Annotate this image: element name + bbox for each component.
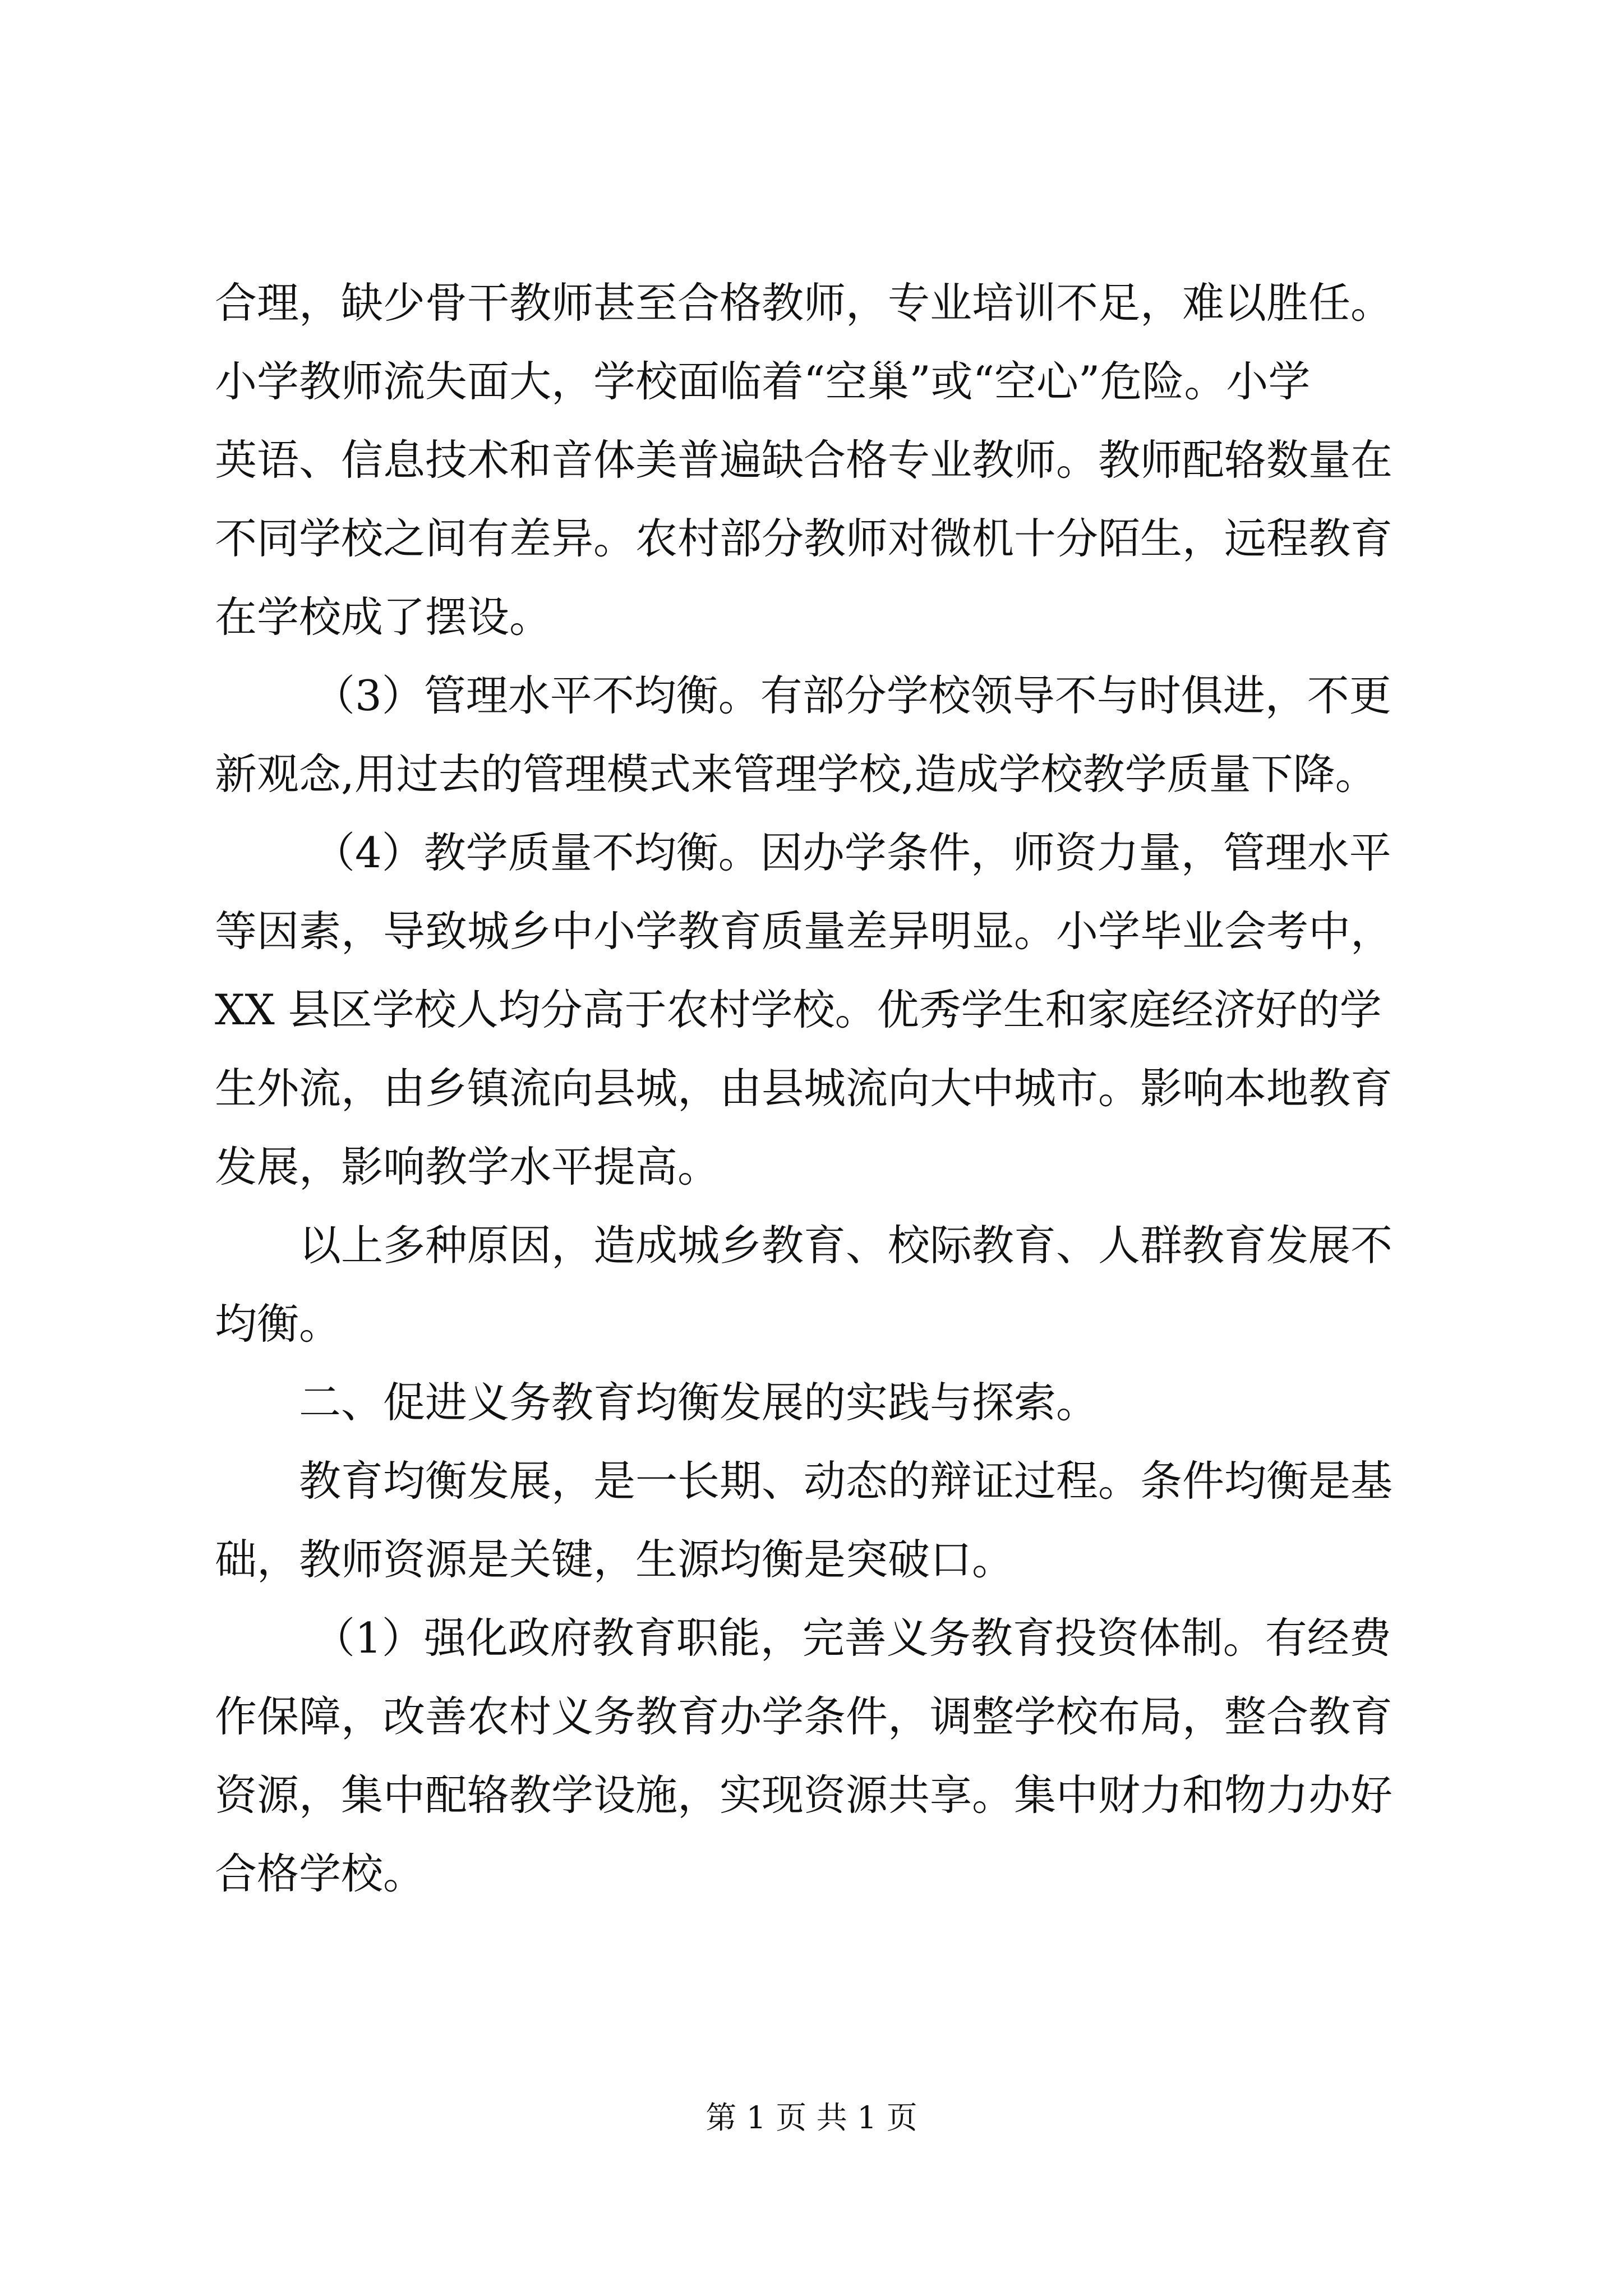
text-line: 资源，集中配辂教学设施，实现资源共享。集中财力和物力办好: [215, 1770, 1393, 1820]
text-line: 发展，影响教学水平提高。: [215, 1142, 720, 1191]
document-body: [215, 264, 1415, 1913]
text-line: 不同学校之间有差异。农村部分教师对微机十分陌生，远程教育: [215, 514, 1393, 563]
text-line: 生外流，由乡镇流向县城，由县城流向大中城市。影响本地教育: [215, 1064, 1393, 1113]
text-line: 小学教师流失面大，学校面临着“空巢”或“空心”危险。小学: [215, 357, 1311, 406]
text-line: 合格学校。: [215, 1849, 426, 1898]
text-line: 等因素，导致城乡中小学教育质量差异明显。小学毕业会考中，: [215, 907, 1393, 956]
section-heading: 二、促进义务教育均衡发展的实践与探索。: [299, 1378, 1099, 1427]
text-line: 均衡。: [215, 1299, 342, 1349]
page-number-footer: 第 1 页 共 1 页: [706, 2100, 917, 2136]
text-line: XX 县区学校人均分高于农村学校。优秀学生和家庭经济好的学: [215, 985, 1382, 1034]
text-line: 础，教师资源是关键，生源均衡是突破口。: [215, 1535, 1015, 1584]
text-line: 英语、信息技术和音体美普遍缺合格专业教师。教师配辂数量在: [215, 435, 1393, 485]
text-line: 合理，缺少骨干教师甚至合格教师，专业培训不足，难以胜任。: [215, 278, 1393, 328]
text-line: 作保障，改善农村义务教育办学条件，调整学校布局，整合教育: [215, 1692, 1393, 1741]
text-line: 在学校成了摆设。: [215, 592, 552, 642]
paragraph-start-line: （3）管理水平不均衡。有部分学校领导不与时俱进，不更: [313, 671, 1391, 720]
paragraph-start-line: 以上多种原因，造成城乡教育、校际教育、人群教育发展不: [299, 1221, 1393, 1270]
paragraph-start-line: 教育均衡发展，是一长期、动态的辩证过程。条件均衡是基: [299, 1456, 1393, 1506]
text-line: 新观念,用过去的管理模式来管理学校,造成学校教学质量下降。: [215, 749, 1377, 799]
paragraph-start-line: （1）强化政府教育职能，完善义务教育投资体制。有经费: [313, 1613, 1391, 1663]
paragraph-start-line: （4）教学质量不均衡。因办学条件，师资力量，管理水平: [313, 828, 1391, 877]
